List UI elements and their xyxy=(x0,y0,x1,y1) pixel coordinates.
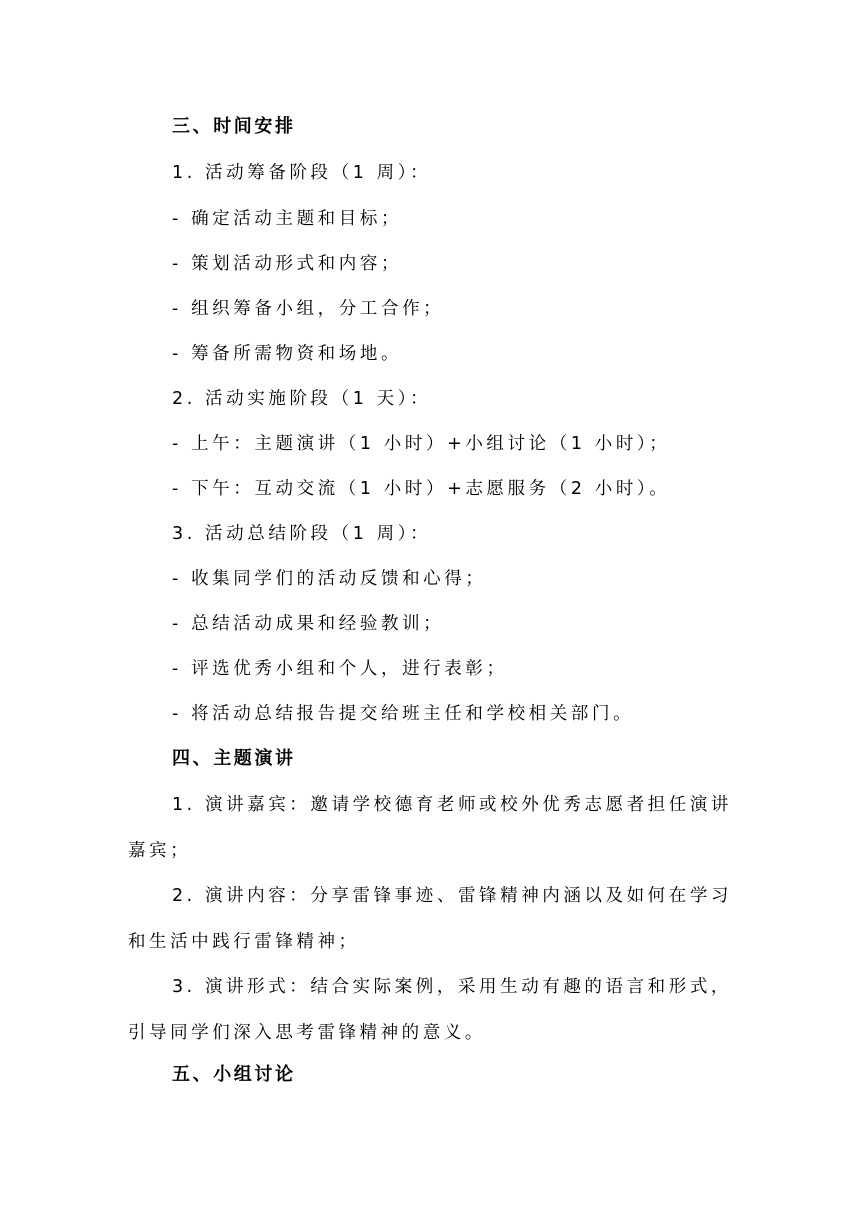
schedule-item: - 将活动总结报告提交给班主任和学校相关部门。 xyxy=(172,704,635,724)
schedule-item: - 组织筹备小组，分工合作； xyxy=(172,299,445,319)
section-heading-speech: 四、主题演讲 xyxy=(172,748,296,769)
schedule-phase-2: 2. 活动实施阶段（1 天）： xyxy=(172,389,432,409)
schedule-item: - 下午：互动交流（1 小时）+志愿服务（2 小时）。 xyxy=(172,479,671,499)
speech-paragraph-guest: 1. 演讲嘉宾：邀请学校德育老师或校外优秀志愿者担任演讲嘉宾； xyxy=(128,795,732,861)
schedule-item: - 总结活动成果和经验教训； xyxy=(172,614,445,634)
section-heading-schedule: 三、时间安排 xyxy=(172,116,296,137)
schedule-item: - 策划活动形式和内容； xyxy=(172,254,403,274)
schedule-item: - 收集同学们的活动反馈和心得； xyxy=(172,569,487,589)
schedule-item: - 筹备所需物资和场地。 xyxy=(172,344,403,364)
speech-paragraph-content: 2. 演讲内容：分享雷锋事迹、雷锋精神内涵以及如何在学习和生活中践行雷锋精神； xyxy=(128,886,732,952)
schedule-phase-1: 1. 活动筹备阶段（1 周）： xyxy=(172,163,432,183)
schedule-item: - 确定活动主题和目标； xyxy=(172,209,403,229)
schedule-item: - 上午：主题演讲（1 小时）+小组讨论（1 小时）； xyxy=(172,434,671,454)
schedule-item: - 评选优秀小组和个人，进行表彰； xyxy=(172,659,508,679)
schedule-phase-3: 3. 活动总结阶段（1 周）： xyxy=(172,524,432,544)
section-heading-discussion: 五、小组讨论 xyxy=(172,1064,296,1085)
speech-paragraph-format: 3. 演讲形式：结合实际案例，采用生动有趣的语言和形式，引导同学们深入思考雷锋精神的意义。 xyxy=(128,977,732,1043)
